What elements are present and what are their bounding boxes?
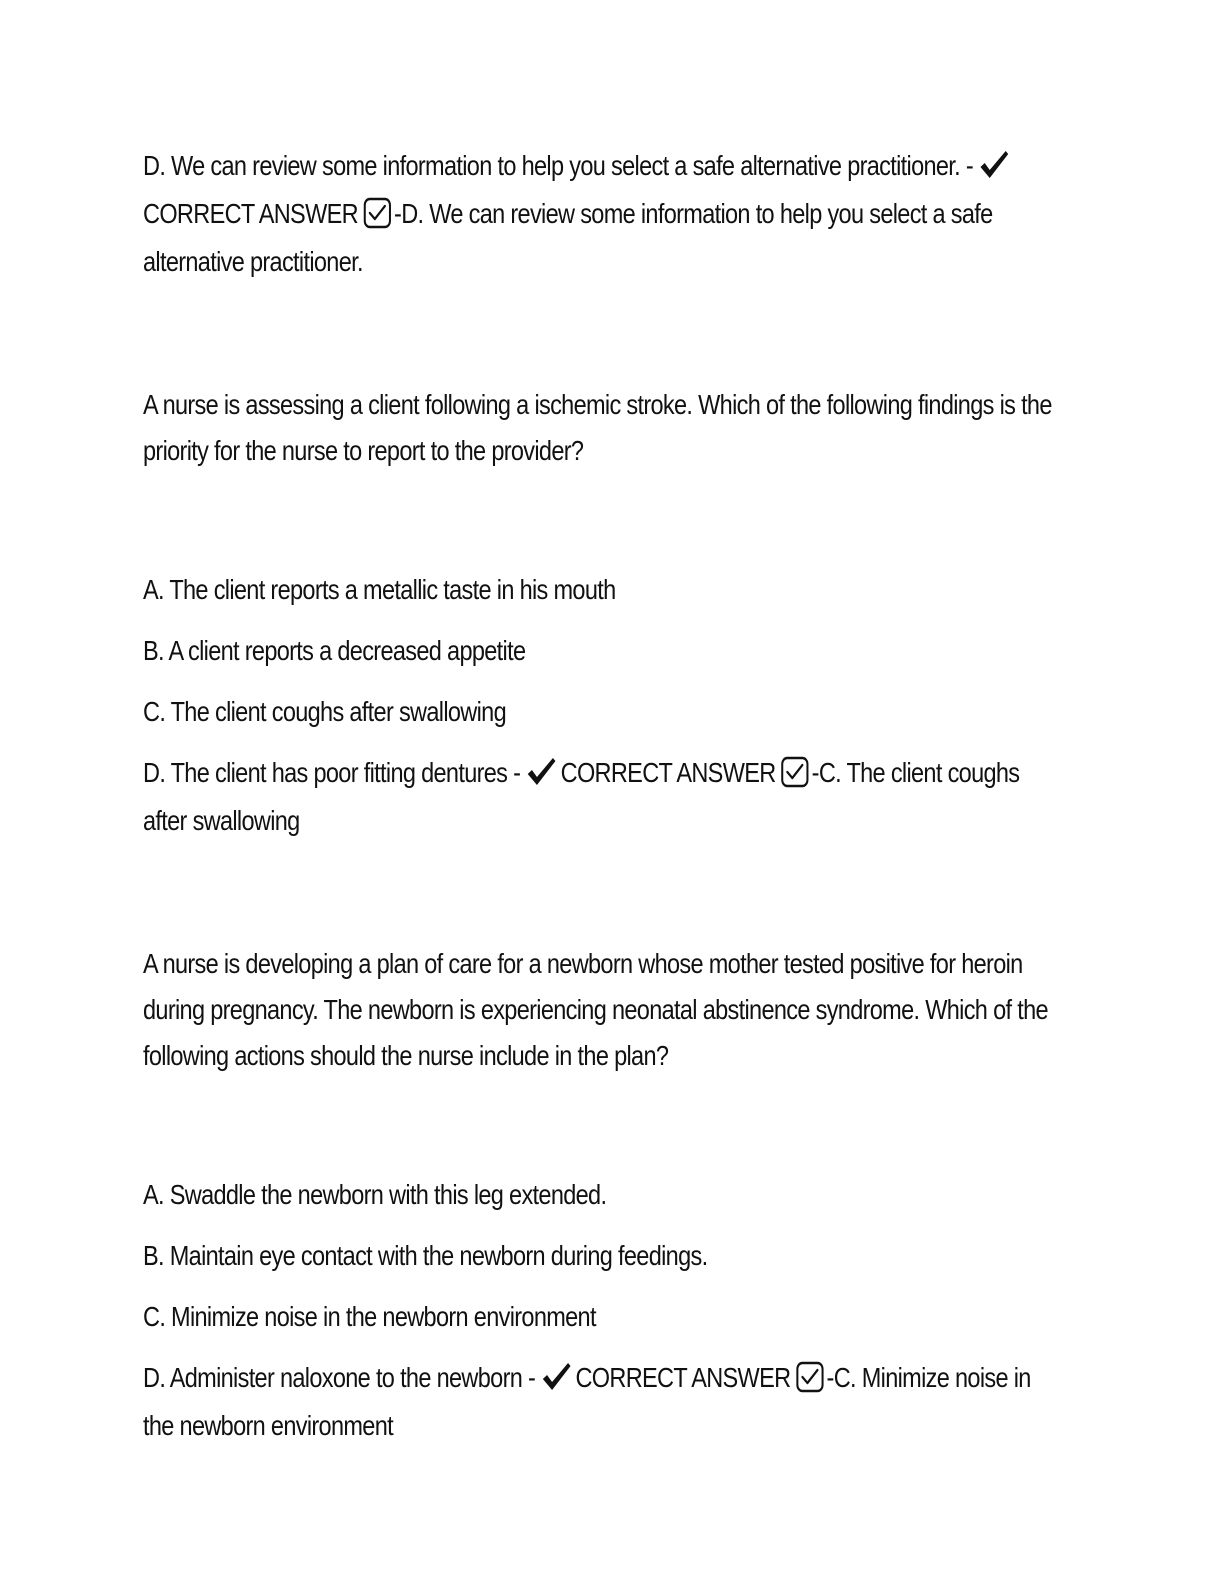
- question-stroke: A nurse is assessing a client following a ischemic stroke. Which of the following findings is the priority for the nurse to report to the provider?: [143, 389, 1052, 466]
- option-d-with-answer: [143, 1354, 1063, 1450]
- checked-box-icon: [781, 756, 810, 788]
- check-mark-icon: [978, 149, 1010, 181]
- option-d: D. Administer naloxone to the newborn -: [143, 1362, 536, 1393]
- option-c: C. Minimize noise in the newborn environment: [143, 1301, 596, 1332]
- check-mark-icon: [540, 1361, 572, 1393]
- checked-box-icon: [795, 1361, 824, 1393]
- option-d: D. The client has poor fitting dentures -: [143, 757, 521, 788]
- document-content: [143, 142, 1063, 1450]
- correct-answer-text: -C. Minimize noise in the newborn environment: [143, 1362, 1031, 1441]
- option-d-with-answer: [143, 749, 1063, 845]
- question-newborn: A nurse is developing a plan of care for a newborn whose mother tested positive for heroin during pregnancy. The newborn is experiencing neonatal abstinence syndrome. Which of the following actions should the nurse include in the plan?: [143, 948, 1048, 1071]
- option-b: B. Maintain eye contact with the newborn during feedings.: [143, 1240, 708, 1271]
- checked-box-icon: [363, 197, 392, 229]
- correct-answer-label: CORRECT ANSWER: [143, 198, 358, 229]
- option-a: A. The client reports a metallic taste in his mouth: [143, 574, 616, 605]
- check-mark-icon: [525, 756, 557, 788]
- option-b: B. A client reports a decreased appetite: [143, 635, 526, 666]
- correct-answer-text: -C. The client coughs after swallowing: [143, 757, 1020, 836]
- answer-line-previous: [143, 142, 1063, 286]
- option-c: C. The client coughs after swallowing: [143, 696, 506, 727]
- correct-answer-label: CORRECT ANSWER: [560, 757, 776, 788]
- correct-answer-text: -D. We can review some information to help you select a safe alternative practitioner.: [143, 198, 993, 277]
- answer-lead-text: D. We can review some information to help you select a safe alternative practitioner. -: [143, 150, 974, 181]
- correct-answer-label: CORRECT ANSWER: [575, 1362, 791, 1393]
- option-a: A. Swaddle the newborn with this leg extended.: [143, 1179, 607, 1210]
